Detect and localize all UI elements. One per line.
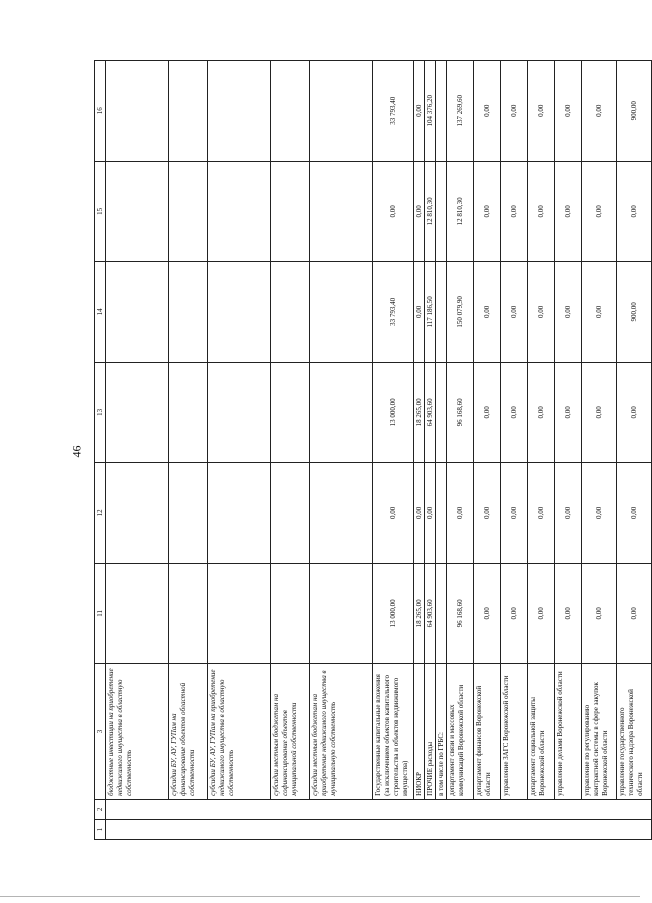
value-cell: 137 269,60 [447, 61, 474, 162]
value-cell [208, 61, 271, 162]
value-cell [208, 362, 271, 463]
header-cell: 14 [95, 262, 106, 363]
value-cell: 0,00 [528, 362, 555, 463]
value-cell [436, 563, 447, 664]
value-cell [310, 161, 373, 262]
row-label: ПРОЧИЕ расходы [425, 664, 436, 800]
value-cell: 0,00 [555, 61, 582, 162]
value-cell [310, 262, 373, 363]
value-cell: 18 265,00 [414, 362, 425, 463]
table-row [617, 61, 652, 840]
table-row [501, 61, 528, 840]
value-cell: 0,00 [528, 61, 555, 162]
header-cell: 1 [95, 819, 106, 839]
value-cell: 0,00 [528, 161, 555, 262]
value-cell: 104 376,20 [425, 61, 436, 162]
value-cell [169, 161, 208, 262]
table-row [528, 61, 555, 840]
value-cell: 0,00 [474, 161, 501, 262]
value-cell: 12 810,30 [447, 161, 474, 262]
header-cell: 12 [95, 463, 106, 564]
value-cell: 0,00 [582, 463, 617, 564]
value-cell: 0,00 [501, 61, 528, 162]
value-cell: 0,00 [617, 161, 652, 262]
value-cell: 13 000,00 [373, 563, 414, 664]
value-cell [106, 463, 169, 564]
table-row [271, 61, 310, 840]
value-cell: 0,00 [501, 463, 528, 564]
value-cell: 96 168,60 [447, 563, 474, 664]
value-cell: 0,00 [474, 463, 501, 564]
value-cell [310, 61, 373, 162]
value-cell [208, 262, 271, 363]
value-cell: 0,00 [555, 463, 582, 564]
header-cell: 2 [95, 799, 106, 819]
row-label: департамент социальной защиты Воронежской области [528, 664, 555, 800]
value-cell: 900,00 [617, 61, 652, 162]
row-label: субсидии местным бюджетам на приобретение недвижимого имущества в муниципальную собственность [310, 664, 373, 800]
value-cell [436, 61, 447, 162]
table-row [436, 61, 447, 840]
col2-cell [106, 799, 652, 819]
row-label: субсидии БУ, АУ, ГУПам на приобретение недвижимого имущества в областную собственность [208, 664, 271, 800]
value-cell: 0,00 [425, 463, 436, 564]
value-cell: 0,00 [582, 362, 617, 463]
value-cell: 0,00 [501, 362, 528, 463]
header-cell: 11 [95, 563, 106, 664]
value-cell [208, 563, 271, 664]
row-label: НИОКР [414, 664, 425, 800]
value-cell [106, 362, 169, 463]
value-cell: 0,00 [582, 262, 617, 363]
value-cell: 0,00 [414, 161, 425, 262]
value-cell: 0,00 [474, 362, 501, 463]
value-cell [310, 362, 373, 463]
table-container [94, 60, 644, 840]
value-cell: 13 000,00 [373, 362, 414, 463]
header-cell: 13 [95, 362, 106, 463]
value-cell [169, 362, 208, 463]
value-cell [106, 563, 169, 664]
value-cell: 0,00 [582, 563, 617, 664]
value-cell [271, 61, 310, 162]
value-cell: 0,00 [528, 563, 555, 664]
table-row [555, 61, 582, 840]
value-cell: 12 810,30 [425, 161, 436, 262]
row-label: департамент финансов Воронежской области [474, 664, 501, 800]
value-cell [436, 362, 447, 463]
row-label: в том числе по ГРБС: [436, 664, 447, 800]
value-cell: 0,00 [474, 563, 501, 664]
col1-cell [106, 819, 652, 839]
table-row [106, 61, 169, 840]
row-label: управление государственного технического надзора Воронежской области [617, 664, 652, 800]
value-cell: 0,00 [582, 61, 617, 162]
row-label: управление по регулированию контрактной системы в сфере закупок Воронежской области [582, 664, 617, 800]
value-cell: 0,00 [528, 262, 555, 363]
value-cell [310, 563, 373, 664]
table-row [447, 61, 474, 840]
scan-edge-line [0, 896, 640, 897]
value-cell [106, 262, 169, 363]
table-row [169, 61, 208, 840]
value-cell [106, 161, 169, 262]
value-cell [436, 463, 447, 564]
value-cell [169, 463, 208, 564]
row-label: управление ЗАГС Воронежской области [501, 664, 528, 800]
value-cell: 33 793,40 [373, 262, 414, 363]
value-cell: 0,00 [582, 161, 617, 262]
value-cell: 64 903,60 [425, 563, 436, 664]
table-row [414, 61, 425, 840]
value-cell [169, 563, 208, 664]
header-cell: 15 [95, 161, 106, 262]
value-cell: 0,00 [447, 463, 474, 564]
table-row [474, 61, 501, 840]
value-cell: 33 793,40 [373, 61, 414, 162]
page-number: 46 [69, 445, 84, 458]
value-cell: 0,00 [414, 262, 425, 363]
value-cell [271, 262, 310, 363]
value-cell [271, 161, 310, 262]
row-label: субсидии местным бюджетам на софинансирование объектов муниципальной собственности [271, 664, 310, 800]
budget-table [94, 60, 652, 840]
value-cell: 0,00 [617, 563, 652, 664]
table-row [582, 61, 617, 840]
header-cell: 3 [95, 664, 106, 800]
value-cell [436, 161, 447, 262]
table-row [373, 61, 414, 840]
table-row [425, 61, 436, 840]
value-cell: 0,00 [414, 463, 425, 564]
table-row [208, 61, 271, 840]
value-cell [271, 463, 310, 564]
value-cell: 0,00 [474, 61, 501, 162]
value-cell: 0,00 [373, 463, 414, 564]
value-cell: 0,00 [501, 262, 528, 363]
value-cell: 96 168,60 [447, 362, 474, 463]
value-cell: 0,00 [555, 563, 582, 664]
value-cell [271, 362, 310, 463]
value-cell: 0,00 [555, 161, 582, 262]
value-cell: 18 265,00 [414, 563, 425, 664]
row-label: департамент связи и массовых коммуникаций Воронежской области [447, 664, 474, 800]
header-row [95, 61, 106, 840]
value-cell: 64 903,60 [425, 362, 436, 463]
value-cell: 0,00 [501, 563, 528, 664]
value-cell: 900,00 [617, 262, 652, 363]
value-cell: 0,00 [555, 262, 582, 363]
value-cell [106, 61, 169, 162]
value-cell: 117 186,50 [425, 262, 436, 363]
table-row [310, 61, 373, 840]
row-label: управление делами Воронежской области [555, 664, 582, 800]
value-cell [271, 563, 310, 664]
value-cell: 0,00 [617, 362, 652, 463]
value-cell: 0,00 [501, 161, 528, 262]
header-cell: 16 [95, 61, 106, 162]
value-cell [436, 262, 447, 363]
value-cell: 0,00 [474, 262, 501, 363]
value-cell: 0,00 [617, 463, 652, 564]
value-cell [169, 61, 208, 162]
value-cell [208, 463, 271, 564]
value-cell [169, 262, 208, 363]
value-cell: 0,00 [373, 161, 414, 262]
value-cell: 0,00 [414, 61, 425, 162]
value-cell [208, 161, 271, 262]
value-cell: 150 079,90 [447, 262, 474, 363]
row-label: субсидии БУ, АУ, ГУПам на финансирование объектов областной собственности [169, 664, 208, 800]
value-cell: 0,00 [555, 362, 582, 463]
row-label: Государственные капитальные вложения (за исключением объектов капитального строительства и объектов недвижимого имущества) [373, 664, 414, 800]
value-cell: 0,00 [528, 463, 555, 564]
row-label: бюджетные инвестиции на приобретение недвижимого имущества в областную собственность [106, 664, 169, 800]
value-cell [310, 463, 373, 564]
